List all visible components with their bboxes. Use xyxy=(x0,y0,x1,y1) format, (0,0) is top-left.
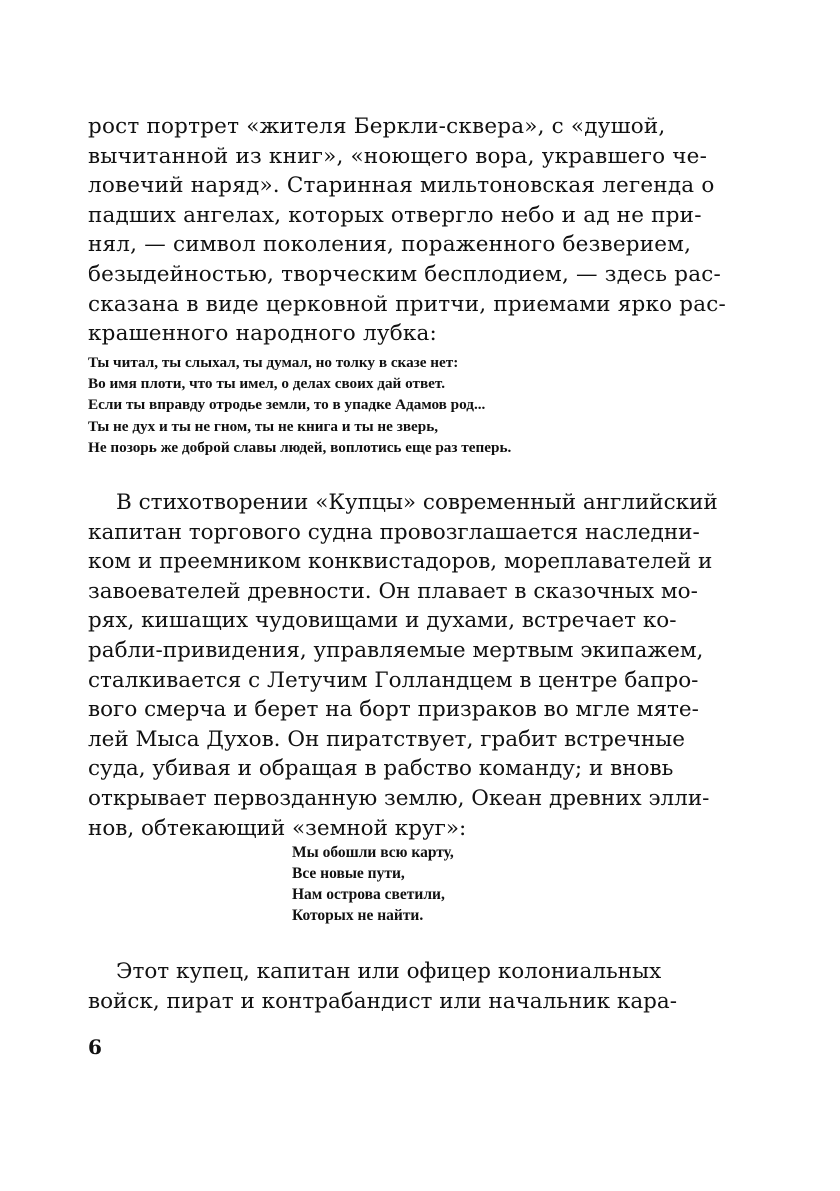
text-line: ком и преемником конквистадоров, мореплавателей и xyxy=(88,549,713,575)
verse-line: Ты читал, ты слыхал, ты думал, но толку в сказе нет: xyxy=(88,354,459,371)
verse-line: Не позорь же доброй славы людей, воплотись еще раз теперь. xyxy=(88,438,512,456)
text-line: рабли-привидения, управляемые мертвым экипажем, xyxy=(88,637,704,663)
text-line: падших ангелах, которых отвергло небо и ад не при- xyxy=(88,202,702,228)
text-line: вычитанной из книг», «ноющего вора, укравшего че- xyxy=(88,143,708,169)
text-line: нял, — символ поколения, пораженного безверием, xyxy=(88,232,692,258)
verse-line: Которых не найти. xyxy=(292,907,424,924)
text-line: безыдейностью, творческим бесплодием, — здесь рас- xyxy=(88,261,721,287)
text-line: лей Мыса Духов. Он пиратствует, грабит встречные xyxy=(88,726,685,752)
paragraph-2 xyxy=(88,488,740,843)
verse-line: Нам острова светили, xyxy=(292,886,445,903)
text-line: открывает первозданную землю, Океан древних элли- xyxy=(88,785,710,811)
text-line: капитан торгового судна провозглашается наследни- xyxy=(88,519,700,545)
text-line: рях, кишащих чудовищами и духами, встречает ко- xyxy=(88,608,677,634)
text-line: Этот купец, капитан или офицер колониальных xyxy=(116,959,662,984)
page-number: 6 xyxy=(88,1035,102,1059)
text-line: завоевателей древности. Он плавает в сказочных мо- xyxy=(88,578,698,604)
text-line: сталкивается с Летучим Голландцем в центре бапро- xyxy=(88,667,699,693)
text-line: нов, обтекающий «земной круг»: xyxy=(88,815,467,841)
text-line: ловечий наряд». Старинная мильтоновская легенда о xyxy=(88,173,715,199)
text-line: суда, убивая и обращая в рабство команду; и вновь xyxy=(88,756,674,782)
text-line: сказана в виде церковной притчи, приемами ярко рас- xyxy=(88,291,726,317)
verse-line: Ты не дух и ты не гном, ты не книга и ты не зверь, xyxy=(88,417,439,435)
verse-line: Мы обошли всю карту, xyxy=(292,844,454,861)
verse-line: Если ты вправду отродье земли, то в упадке Адамов род... xyxy=(88,396,486,414)
text-line: войск, пират и контрабандист или начальник кара- xyxy=(88,988,678,1014)
text-line: В стихотворении «Купцы» современный английский xyxy=(116,490,718,515)
paragraph-1 xyxy=(88,112,738,349)
verse-quote-1 xyxy=(88,352,748,458)
verse-quote-2 xyxy=(292,842,592,926)
text-line: крашенного народного лубка: xyxy=(88,321,437,347)
text-line: вого смерча и берет на борт призраков во мгле мяте- xyxy=(88,697,699,723)
verse-line: Во имя плоти, что ты имел, о делах своих дай ответ. xyxy=(88,375,446,393)
paragraph-3 xyxy=(88,957,740,1016)
verse-line: Все новые пути, xyxy=(292,865,405,882)
text-line: рост портрет «жителя Беркли-сквера», с «душой, xyxy=(88,114,666,139)
